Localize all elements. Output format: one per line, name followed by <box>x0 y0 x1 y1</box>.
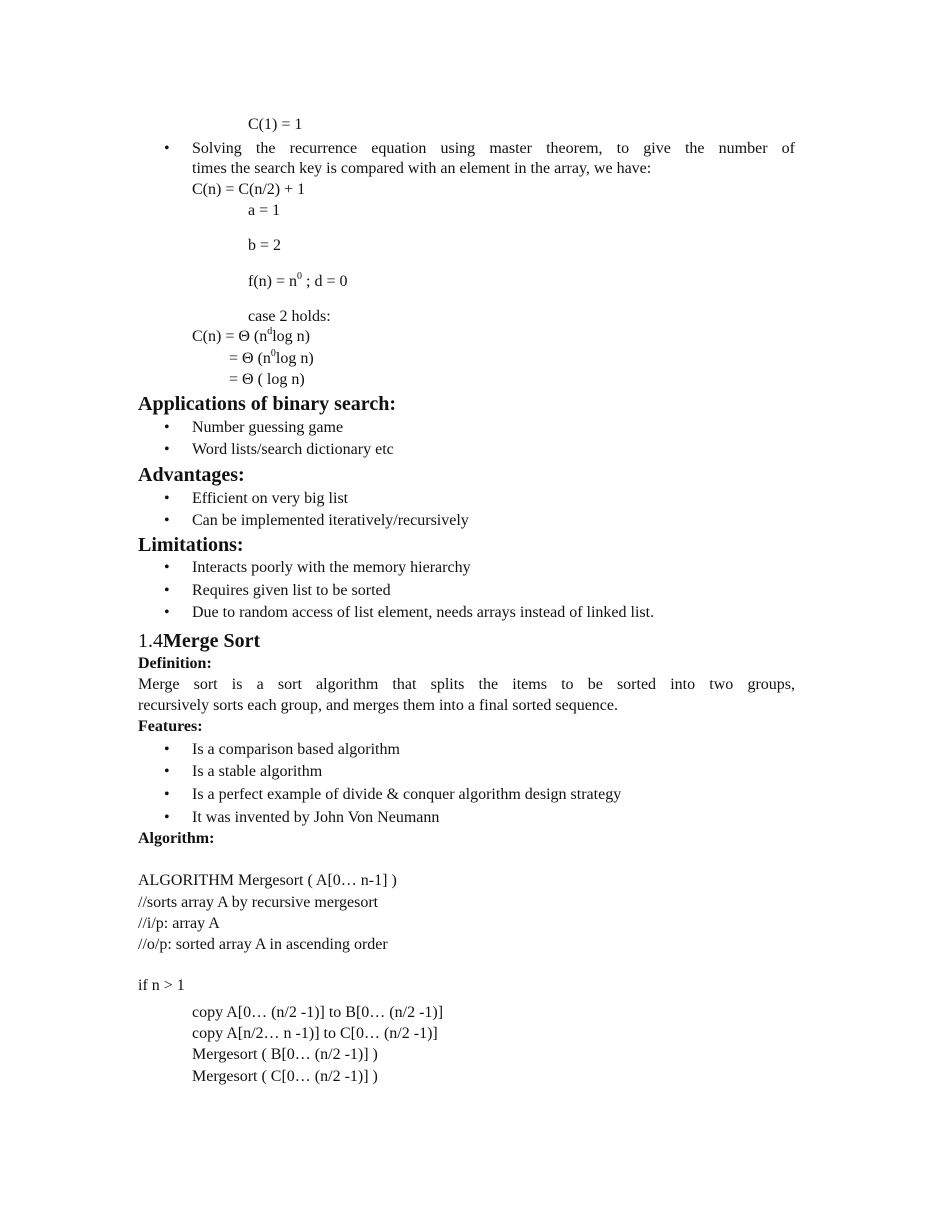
algorithm-line: //sorts array A by recursive mergesort <box>138 894 379 911</box>
list-item: Is a comparison based algorithm <box>192 741 400 758</box>
algorithm-body-line: copy A[n/2… n -1)] to C[0… (n/2 -1)] <box>192 1025 438 1042</box>
r2-suffix: log n) <box>275 350 314 367</box>
bullet: • <box>164 140 170 157</box>
features-label: Features: <box>138 718 203 735</box>
result-line3: = Θ ( log n) <box>229 371 305 388</box>
section-title: Merge Sort <box>163 630 261 652</box>
r1-prefix: C(n) = Θ (n <box>192 328 268 345</box>
list-item: Number guessing game <box>192 419 344 436</box>
advantages-heading: Advantages: <box>138 464 245 486</box>
recurrence-equation: C(n) = C(n/2) + 1 <box>192 181 306 198</box>
definition-line1: Merge sort is a sort algorithm that splits the items to be sorted into two groups, <box>138 676 795 693</box>
solve-text-line1: Solving the recurrence equation using master theorem, to give the number of <box>192 140 795 157</box>
section-number: 1.4 <box>138 630 163 652</box>
algorithm-body-line: Mergesort ( C[0… (n/2 -1)] ) <box>192 1068 378 1085</box>
definition-line2: recursively sorts each group, and merges them into a final sorted sequence. <box>138 697 618 714</box>
algorithm-line: ALGORITHM Mergesort ( A[0… n-1] ) <box>138 872 397 889</box>
applications-heading: Applications of binary search: <box>138 393 396 415</box>
algorithm-line: //o/p: sorted array A in ascending order <box>138 936 388 953</box>
bullet: • <box>164 741 170 758</box>
f-prefix: f(n) = n <box>248 273 298 290</box>
base-case: C(1) = 1 <box>248 116 303 133</box>
bullet: • <box>164 559 170 576</box>
case-statement: case 2 holds: <box>248 308 331 325</box>
bullet: • <box>164 763 170 780</box>
bullet: • <box>164 604 170 621</box>
f-superscript: 0 <box>297 271 303 282</box>
list-item: Due to random access of list element, needs arrays instead of linked list. <box>192 604 655 621</box>
r1-superscript: d <box>267 326 273 337</box>
bullet: • <box>164 490 170 507</box>
list-item: It was invented by John Von Neumann <box>192 809 440 826</box>
if-condition: if n > 1 <box>138 977 185 994</box>
bullet: • <box>164 582 170 599</box>
merge-sort-heading <box>138 629 260 653</box>
list-item: Can be implemented iteratively/recursively <box>192 512 469 529</box>
definition-label: Definition: <box>138 655 212 672</box>
r1-suffix: log n) <box>272 328 311 345</box>
list-item: Is a perfect example of divide & conquer algorithm design strategy <box>192 786 622 803</box>
param-a: a = 1 <box>248 202 281 219</box>
solve-text-line2: times the search key is compared with an element in the array, we have: <box>192 160 652 177</box>
param-b: b = 2 <box>248 237 282 254</box>
algorithm-body-line: copy A[0… (n/2 -1)] to B[0… (n/2 -1)] <box>192 1004 444 1021</box>
list-item: Interacts poorly with the memory hierarchy <box>192 559 471 576</box>
r2-prefix: = Θ (n <box>229 350 271 367</box>
bullet: • <box>164 441 170 458</box>
algorithm-body-line: Mergesort ( B[0… (n/2 -1)] ) <box>192 1046 378 1063</box>
list-item: Word lists/search dictionary etc <box>192 441 394 458</box>
list-item: Requires given list to be sorted <box>192 582 391 599</box>
list-item: Is a stable algorithm <box>192 763 323 780</box>
bullet: • <box>164 809 170 826</box>
limitations-heading: Limitations: <box>138 534 244 556</box>
algorithm-line: //i/p: array A <box>138 915 220 932</box>
result-line1 <box>192 327 310 347</box>
f-suffix: ; d = 0 <box>302 273 348 290</box>
result-line2 <box>229 349 314 369</box>
bullet: • <box>164 786 170 803</box>
bullet: • <box>164 419 170 436</box>
param-f <box>248 272 347 292</box>
bullet: • <box>164 512 170 529</box>
r2-superscript: 0 <box>270 348 276 359</box>
algorithm-label: Algorithm: <box>138 830 215 847</box>
list-item: Efficient on very big list <box>192 490 349 507</box>
